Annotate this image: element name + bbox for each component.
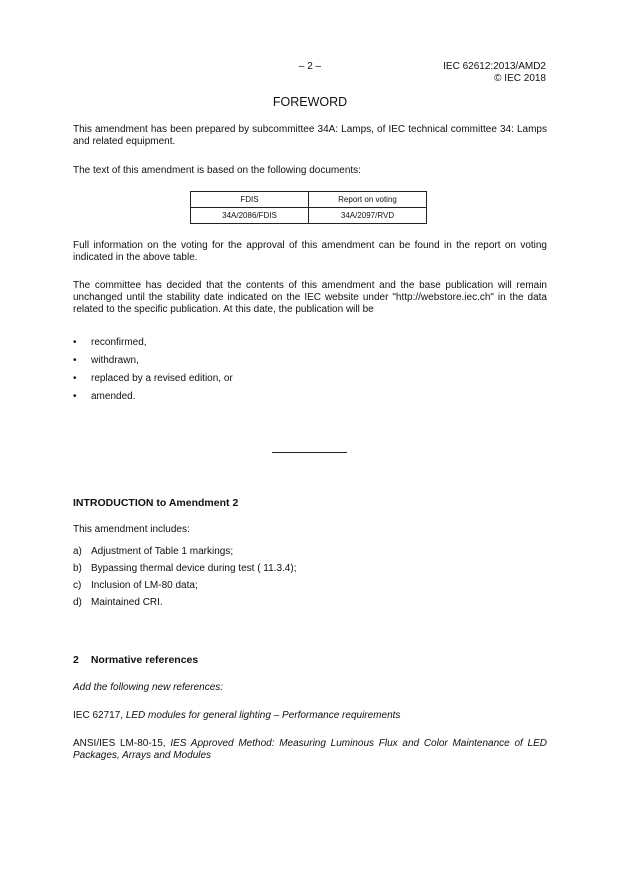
introduction-lead: This amendment includes: (73, 524, 190, 535)
foreword-paragraph-1: This amendment has been prepared by subcommittee 34A: Lamps, of IEC technical committee 34: Lamps and related equipment. (73, 124, 547, 147)
introduction-title: INTRODUCTION to Amendment 2 (73, 497, 239, 509)
voting-documents-table (190, 191, 427, 224)
section-divider (272, 452, 347, 453)
list-item: • amended. (73, 391, 136, 402)
reference-id: IEC 62717, (73, 710, 124, 721)
section-number: 2 (73, 654, 79, 666)
list-item: • replaced by a revised edition, or (73, 373, 233, 384)
reference-lm-80 (73, 738, 547, 762)
reference-title: LED modules for general lighting – Performance requirements (125, 710, 401, 721)
bullet-icon: • (73, 373, 77, 384)
list-item: d) Maintained CRI. (73, 597, 163, 608)
amendment-contents-list (73, 546, 296, 614)
bullet-icon: • (73, 355, 77, 366)
list-item: b) Bypassing thermal device during test ( 11.3.4); (73, 563, 297, 574)
reference-iec-62717 (73, 710, 547, 722)
section-title: Normative references (90, 654, 199, 666)
bullet-icon: • (73, 391, 77, 402)
reference-id: ANSI/IES LM-80-15, (73, 738, 166, 749)
foreword-paragraph-3: Full information on the voting for the approval of this amendment can be found in the report on voting indicated in the above table. (73, 240, 547, 263)
table-header-row (191, 192, 427, 208)
list-item: • withdrawn, (73, 355, 139, 366)
foreword-paragraph-4: The committee has decided that the contents of this amendment and the base publication will remain unchanged until the stability date indicated on the IEC website under "http://webstore.iec.ch" in the data related to the specific publication. At this date, the publication will be (73, 280, 547, 315)
table-header-report: Report on voting (309, 192, 427, 208)
document-identifier (443, 61, 546, 85)
table-header-fdis: FDIS (191, 192, 309, 208)
page-number: – 2 – (298, 61, 322, 72)
publication-status-list (73, 337, 233, 409)
list-item: c) Inclusion of LM-80 data; (73, 580, 198, 591)
foreword-paragraph-2: The text of this amendment is based on the following documents: (73, 165, 361, 176)
table-row (191, 208, 427, 224)
list-item: • reconfirmed, (73, 337, 147, 348)
doc-id-copyright: © IEC 2018 (494, 73, 546, 84)
normative-references-heading (73, 654, 198, 666)
doc-id-standard: IEC 62612:2013/AMD2 (443, 61, 546, 72)
normative-instruction: Add the following new references: (73, 682, 224, 693)
bullet-icon: • (73, 337, 77, 348)
list-item: a) Adjustment of Table 1 markings; (73, 546, 234, 557)
foreword-title: FOREWORD (272, 95, 348, 109)
table-cell-rvd: 34A/2097/RVD (309, 208, 427, 224)
reference-title: IES Approved Method: Measuring Luminous Flux and Color Maintenance of LED Packages, Arrays and Modules (73, 738, 548, 761)
table-cell-fdis: 34A/2086/FDIS (191, 208, 309, 224)
